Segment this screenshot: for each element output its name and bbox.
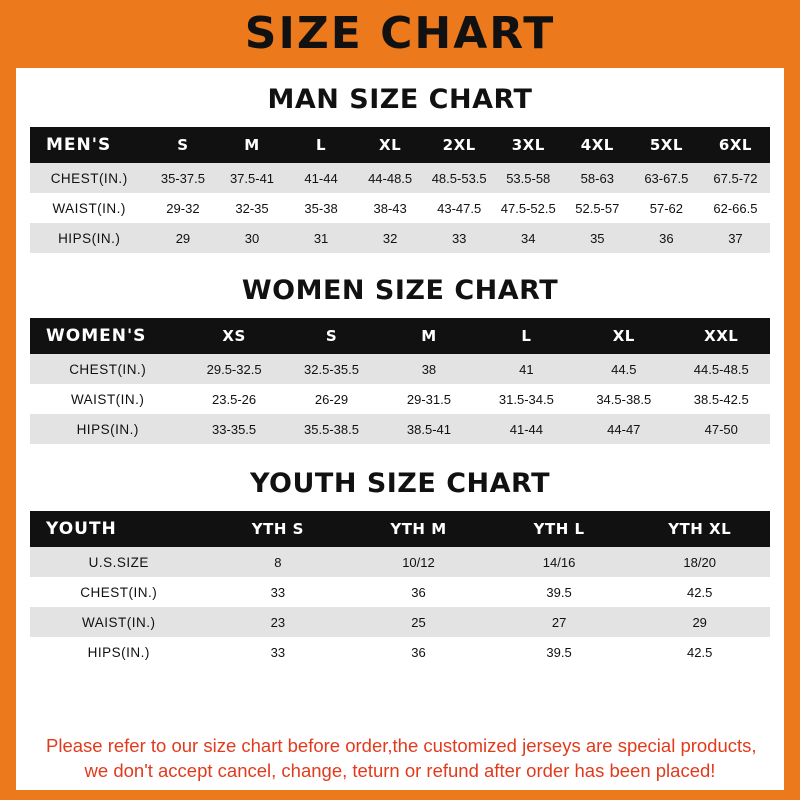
- cell: 29: [629, 607, 770, 637]
- cell: 39.5: [489, 577, 630, 607]
- cell: 35.5-38.5: [283, 414, 380, 444]
- cell: 33: [208, 637, 349, 667]
- cell: 38.5-42.5: [673, 384, 771, 414]
- man-section: [16, 84, 784, 253]
- cell: 10/12: [348, 547, 489, 577]
- cell: 57-62: [632, 193, 701, 223]
- cell: 62-66.5: [701, 193, 770, 223]
- cell: 30: [217, 223, 286, 253]
- row-label: WAIST(IN.): [30, 193, 148, 223]
- table-row: [30, 577, 770, 607]
- man-header-cell: 3XL: [494, 127, 563, 163]
- youth-header-cell: YTH L: [489, 511, 630, 547]
- cell: 34: [494, 223, 563, 253]
- cell: 35-37.5: [148, 163, 217, 193]
- row-label: HIPS(IN.): [30, 223, 148, 253]
- cell: 44.5-48.5: [673, 354, 771, 384]
- women-header-cell: S: [283, 318, 380, 354]
- man-header-cell: XL: [356, 127, 425, 163]
- cell: 32: [356, 223, 425, 253]
- youth-header-cell: YTH M: [348, 511, 489, 547]
- youth-header-cell: YOUTH: [30, 511, 208, 547]
- cell: 23.5-26: [185, 384, 282, 414]
- row-label: WAIST(IN.): [30, 607, 208, 637]
- women-size-table: [30, 318, 770, 444]
- table-row: [30, 163, 770, 193]
- women-table-header-row: [30, 318, 770, 354]
- cell: 38-43: [356, 193, 425, 223]
- cell: 44-47: [575, 414, 672, 444]
- youth-section-title: YOUTH SIZE CHART: [249, 468, 551, 499]
- man-header-cell: 2XL: [425, 127, 494, 163]
- cell: 44-48.5: [356, 163, 425, 193]
- cell: 34.5-38.5: [575, 384, 672, 414]
- footer-note-line-2: we don't accept cancel, change, teturn or refund after order has been placed!: [84, 760, 716, 782]
- cell: 41: [478, 354, 575, 384]
- women-header-cell: XS: [185, 318, 282, 354]
- table-row: [30, 547, 770, 577]
- cell: 32-35: [217, 193, 286, 223]
- cell: 42.5: [629, 577, 770, 607]
- cell: 31.5-34.5: [478, 384, 575, 414]
- cell: 38: [380, 354, 477, 384]
- cell: 48.5-53.5: [425, 163, 494, 193]
- row-label: HIPS(IN.): [30, 637, 208, 667]
- youth-header-cell: YTH S: [208, 511, 349, 547]
- cell: 63-67.5: [632, 163, 701, 193]
- cell: 35: [563, 223, 632, 253]
- women-section: [16, 275, 784, 444]
- cell: 29-31.5: [380, 384, 477, 414]
- youth-section: [16, 468, 784, 667]
- table-row: [30, 223, 770, 253]
- cell: 39.5: [489, 637, 630, 667]
- cell: 29-32: [148, 193, 217, 223]
- cell: 37.5-41: [217, 163, 286, 193]
- cell: 14/16: [489, 547, 630, 577]
- women-header-cell: M: [380, 318, 477, 354]
- man-size-table: [30, 127, 770, 253]
- women-header-cell: WOMEN'S: [30, 318, 185, 354]
- women-header-cell: XXL: [673, 318, 771, 354]
- cell: 44.5: [575, 354, 672, 384]
- row-label: CHEST(IN.): [30, 354, 185, 384]
- cell: 58-63: [563, 163, 632, 193]
- cell: 33: [208, 577, 349, 607]
- cell: 53.5-58: [494, 163, 563, 193]
- cell: 29: [148, 223, 217, 253]
- women-header-cell: XL: [575, 318, 672, 354]
- women-section-title: WOMEN SIZE CHART: [241, 275, 559, 306]
- man-header-cell: M: [217, 127, 286, 163]
- cell: 47.5-52.5: [494, 193, 563, 223]
- cell: 36: [632, 223, 701, 253]
- cell: 42.5: [629, 637, 770, 667]
- cell: 36: [348, 637, 489, 667]
- man-section-title: MAN SIZE CHART: [267, 84, 533, 115]
- cell: 41-44: [287, 163, 356, 193]
- table-row: [30, 193, 770, 223]
- cell: 41-44: [478, 414, 575, 444]
- cell: 31: [287, 223, 356, 253]
- row-label: CHEST(IN.): [30, 577, 208, 607]
- man-header-cell: MEN'S: [30, 127, 148, 163]
- cell: 25: [348, 607, 489, 637]
- table-row: [30, 637, 770, 667]
- cell: 43-47.5: [425, 193, 494, 223]
- women-header-cell: L: [478, 318, 575, 354]
- man-header-cell: 4XL: [563, 127, 632, 163]
- man-header-cell: S: [148, 127, 217, 163]
- cell: 27: [489, 607, 630, 637]
- cell: 33: [425, 223, 494, 253]
- cell: 37: [701, 223, 770, 253]
- man-header-cell: L: [287, 127, 356, 163]
- cell: 29.5-32.5: [185, 354, 282, 384]
- page-title: SIZE CHART: [244, 8, 556, 59]
- youth-size-table: [30, 511, 770, 667]
- youth-table-header-row: [30, 511, 770, 547]
- cell: 38.5-41: [380, 414, 477, 444]
- cell: 18/20: [629, 547, 770, 577]
- man-header-cell: 5XL: [632, 127, 701, 163]
- row-label: U.S.SIZE: [30, 547, 208, 577]
- cell: 47-50: [673, 414, 771, 444]
- cell: 8: [208, 547, 349, 577]
- cell: 67.5-72: [701, 163, 770, 193]
- youth-header-cell: YTH XL: [629, 511, 770, 547]
- table-row: [30, 607, 770, 637]
- row-label: WAIST(IN.): [30, 384, 185, 414]
- table-row: [30, 384, 770, 414]
- cell: 35-38: [287, 193, 356, 223]
- cell: 23: [208, 607, 349, 637]
- cell: 33-35.5: [185, 414, 282, 444]
- cell: 52.5-57: [563, 193, 632, 223]
- row-label: CHEST(IN.): [30, 163, 148, 193]
- table-row: [30, 414, 770, 444]
- table-row: [30, 354, 770, 384]
- man-header-cell: 6XL: [701, 127, 770, 163]
- header-band: [0, 0, 800, 68]
- footer-note: [32, 726, 768, 800]
- man-table-header-row: [30, 127, 770, 163]
- bottom-accent-band: [0, 790, 800, 800]
- row-label: HIPS(IN.): [30, 414, 185, 444]
- cell: 32.5-35.5: [283, 354, 380, 384]
- cell: 36: [348, 577, 489, 607]
- cell: 26-29: [283, 384, 380, 414]
- footer-note-line-1: Please refer to our size chart before order,the customized jerseys are special products,: [46, 735, 757, 757]
